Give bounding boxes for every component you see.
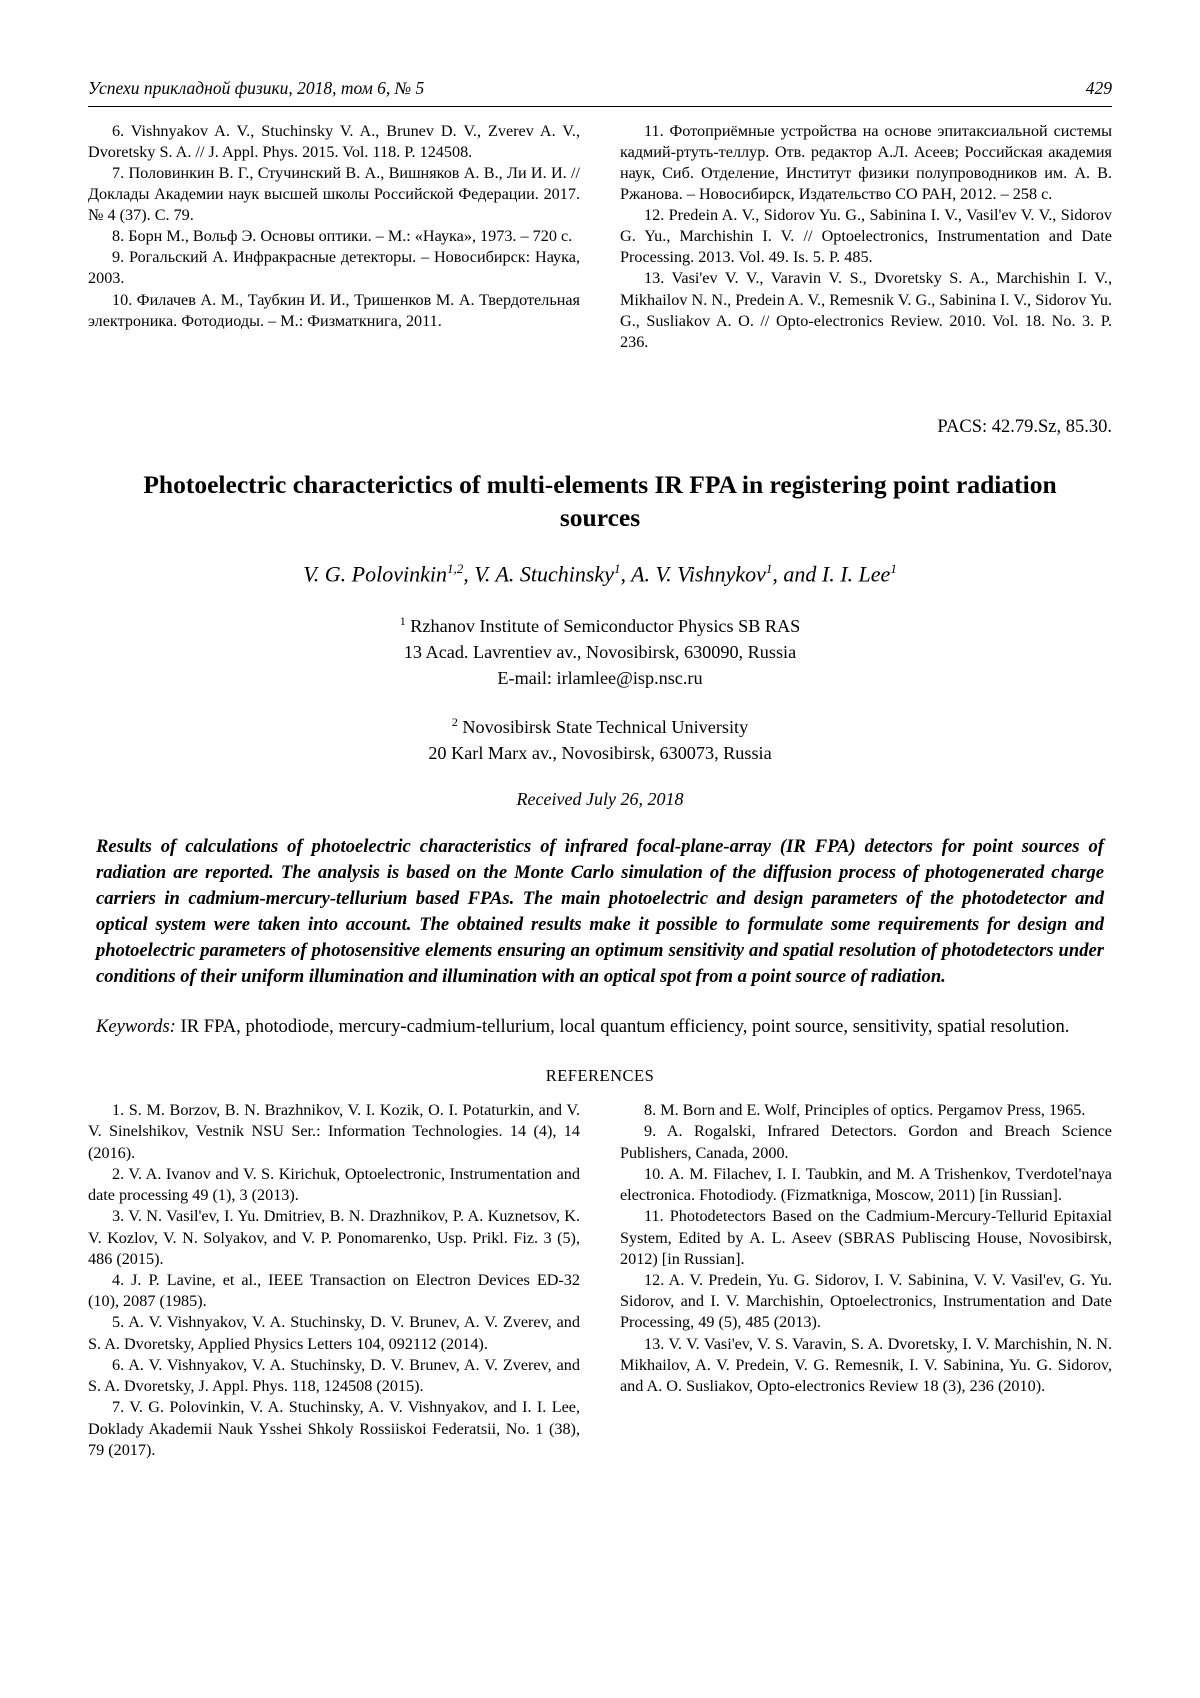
references-heading: REFERENCES [545, 1066, 655, 1086]
reference-item: 9. A. Rogalski, Infrared Detectors. Gordon and Breach Science Publishers, Canada, 2000. [620, 1122, 1112, 1162]
reference-item: 3. V. N. Vasil'ev, I. Yu. Dmitriev, B. N. Drazhnikov, P. A. Kuznetsov, K. V. Kozlov, V. N. Solyakov, and V. P. Ponomarenko, Usp. Prikl. Fiz. 3 (5), 486 (2015). [88, 1207, 580, 1268]
journal-title: Успехи прикладной физики, 2018, том 6, № 5 [88, 78, 425, 98]
reference-item: 7. Половинкин В. Г., Стучинский В. А., Вишняков А. В., Ли И. И. // Доклады Академии наук высшей школы Российской Федерации. 2017. № 4 (37). С. 79. [88, 164, 580, 225]
affiliation-primary [88, 613, 1112, 692]
keywords [96, 1014, 1104, 1040]
reference-item: 10. Филачев А. М., Таубкин И. И., Тришенков М. А. Твердотельная электроника. Фотодиоды. – М.: Физматкнига, 2011. [88, 290, 580, 330]
affiliation-line [88, 714, 1112, 741]
reference-item: 13. Vasi'ev V. V., Varavin V. S., Dvoretsky S. A., Marchishin I. V., Mikhailov N. N., Predein A. V., Remesnik V. G., Sabinina I. V., Sidorov Yu. G., Susliakov A. O. // Opto-electronics Review. 2010. Vol. 18. No. 3. P. 236. [620, 269, 1112, 351]
keywords-label: Keywords: [96, 1015, 176, 1037]
page-number: 429 [1085, 78, 1112, 98]
header-rule [88, 106, 1112, 107]
affiliation-line [88, 613, 1112, 640]
reference-item: 11. Фотоприёмные устройства на основе эпитаксиальной системы кадмий-ртуть-теллур. Отв. редактор А.Л. Асеев; Российская академия наук, Сиб. Отделение, Институт физики полупроводников им. А. В. Ржанова. – Новосибирск, Издательство СО РАН, 2012. – 258 с. [620, 122, 1112, 204]
affiliation-address: 20 Karl Marx av., Novosibirsk, 630073, Russia [428, 742, 772, 763]
affiliation-address: 13 Acad. Lavrentiev av., Novosibirsk, 630090, Russia [403, 642, 797, 663]
reference-item: 11. Photodetectors Based on the Cadmium-Mercury-Tellurid Epitaxial System, Edited by A. L. Aseev (SBRAS Publiscing House, Novosibirsk, 2012) [in Russian]. [620, 1207, 1112, 1268]
reference-item: 8. Борн М., Вольф Э. Основы оптики. – М.: «Наука», 1973. – 720 с. [112, 227, 573, 246]
affiliation-secondary [88, 714, 1112, 767]
continued-references-left-column [88, 121, 580, 353]
reference-item: 1. S. M. Borzov, B. N. Brazhnikov, V. I. Kozik, O. I. Potaturkin, and V. V. Sinelshikov, Vestnik NSU Ser.: Information Technologies. 14 (4), 14 (2016). [88, 1101, 580, 1162]
continued-references [88, 121, 1112, 353]
reference-item: 7. V. G. Polovinkin, V. A. Stuchinsky, A. V. Vishnyakov, and I. I. Lee, Doklady Akademii Nauk Ysshei Shkoly Rossiiskoi Federatsii, No. 1 (38), 79 (2017). [88, 1398, 580, 1459]
page-title: Photoelectric characterictics of multi-elements IR FPA in registering point radiation sources [143, 469, 1057, 533]
running-head [88, 78, 1112, 106]
reference-item: 13. V. V. Vasi'ev, V. S. Varavin, S. A. Dvoretsky, I. V. Marchishin, N. N. Mikhailov, A. V. Predein, V. G. Remesnik, I. V. Sabinina, Yu. G. Sidorov, and A. O. Susliakov, Opto-electronics Review 18 (3), 236 (2010). [620, 1334, 1112, 1396]
references-list [88, 1100, 1112, 1461]
reference-item: 6. A. V. Vishnyakov, V. A. Stuchinsky, D. V. Brunev, A. V. Zverev, and S. A. Dvoretsky, J. Appl. Phys. 118, 124508 (2015). [88, 1355, 580, 1396]
affiliation-email: E-mail: irlamlee@isp.nsc.ru [497, 668, 703, 689]
reference-item: 12. Predein A. V., Sidorov Yu. G., Sabinina I. V., Vasil'ev V. V., Sidorov G. Yu., Marchishin I. V. // Optoelectronics, Instrumentation and Date Processing. 2013. Vol. 49. Is. 5. P. 485. [620, 206, 1112, 267]
continued-references-right-column [620, 121, 1112, 353]
references-left-column [88, 1100, 580, 1461]
reference-item: 10. A. M. Filachev, I. I. Taubkin, and M. A Trishenkov, Tverdotel'naya electronica. Fhotodiody. (Fizmatkniga, Moscow, 2011) [in Russian]. [620, 1164, 1112, 1205]
reference-item: 8. M. Born and E. Wolf, Principles of optics. Pergamov Press, 1965. [644, 1101, 1086, 1120]
author-list: V. G. Polovinkin$^{1,2}$, V. A. Stuchinsky$^1$, A. V. Vishnykov$^1$, and I. I. Lee$^1$ [303, 561, 897, 587]
references-right-column [620, 1100, 1112, 1461]
reference-item: 2. V. A. Ivanov and V. S. Kirichuk, Optoelectronic, Instrumentation and date processing 49 (1), 3 (2013). [88, 1164, 580, 1205]
reference-item: 12. A. V. Predein, Yu. G. Sidorov, I. V. Sabinina, V. V. Vasil'ev, G. Yu. Sidorov, and I. V. Marchishin, Optoelectronics, Instrumentation and Date Processing, 49 (5), 485 (2013). [620, 1271, 1112, 1332]
keywords-list: IR FPA, photodiode, mercury-cadmium-tellurium, local quantum efficiency, point source, sensitivity, spatial resolution. [175, 1015, 1070, 1037]
reference-item: 6. Vishnyakov A. V., Stuchinsky V. A., Brunev D. V., Zverev A. V., Dvoretsky S. A. // J. Appl. Phys. 2015. Vol. 118. P. 124508. [88, 122, 580, 162]
affiliation-institute: Novosibirsk State Technical University [462, 716, 749, 737]
abstract-text: Results of calculations of photoelectric characteristics of infrared focal-plane-array (IR FPA) detectors for point sources of radiation are reported. The analysis is based on the Monte Carlo simulation of the diffusion process of photogenerated charge carriers in cadmium-mercury-tellurium based FPAs. The main photoelectric and design parameters of the photodetector and optical system were taken into account. The obtained results make it possible to formulate some requirements for design and photoelectric parameters of photosensitive elements ensuring an optimum sensitivity and spatial resolution of photodetectors under conditions of their uniform illumination and illumination with an optical spot from a point source of radiation. [96, 835, 1104, 987]
pacs-codes: PACS: 42.79.Sz, 85.30. [937, 416, 1112, 437]
reference-item: 9. Рогальский А. Инфракрасные детекторы. – Новосибирск: Наука, 2003. [88, 248, 580, 288]
received-date: Received July 26, 2018 [516, 788, 684, 809]
affiliation-marker: 2 [451, 714, 458, 729]
affiliation-institute: Rzhanov Institute of Semiconductor Physics SB RAS [410, 616, 801, 637]
affiliation-marker: 1 [399, 614, 406, 629]
reference-item: 5. A. V. Vishnyakov, V. A. Stuchinsky, D. V. Brunev, A. V. Zverev, and S. A. Dvoretsky, Applied Physics Letters 104, 092112 (2014). [88, 1313, 580, 1353]
reference-item: 4. J. P. Lavine, et al., IEEE Transaction on Electron Devices ED-32 (10), 2087 (1985). [88, 1271, 580, 1311]
